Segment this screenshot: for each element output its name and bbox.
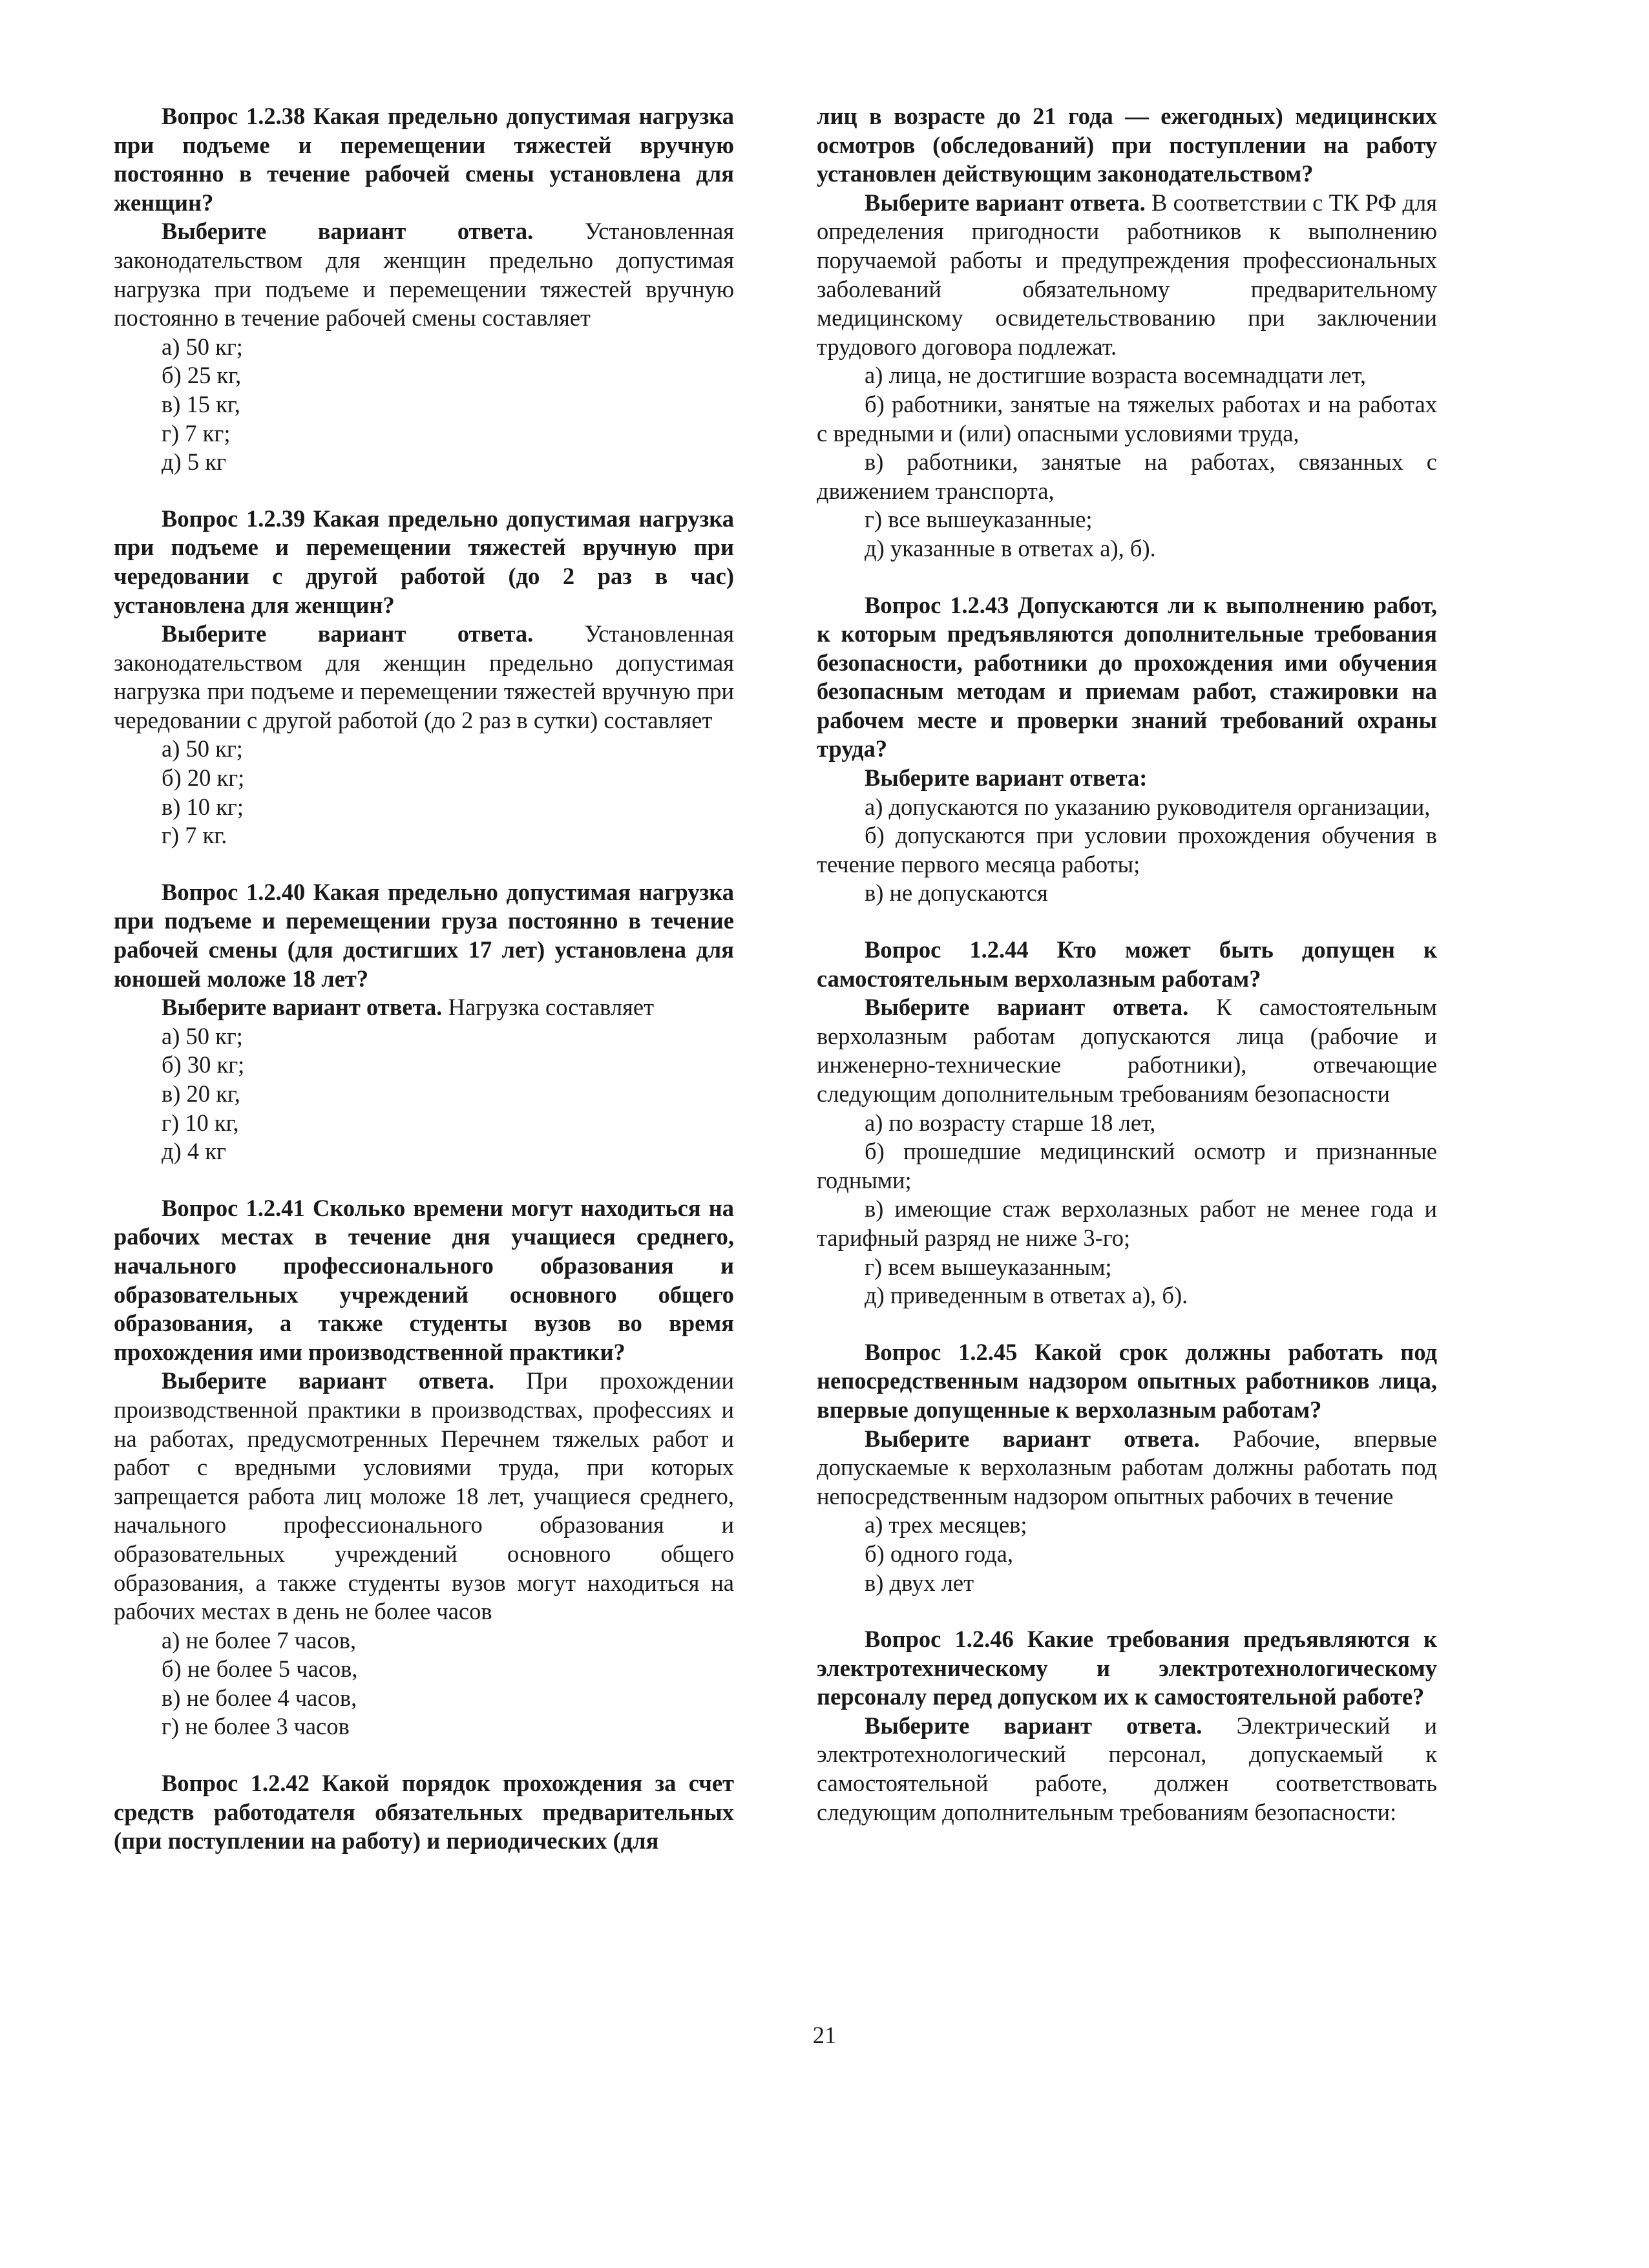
- answer-lead: Выберите вариант ответа.: [865, 1425, 1200, 1452]
- answer-body: Электрический и электротехнологический персонал, допускаемый к самостоятельной работе, должен соответствовать следующим дополнительным требованиям безопасности:: [817, 1712, 1437, 1825]
- question-block: [817, 1625, 1437, 1827]
- left-column: [114, 102, 734, 1884]
- answer-option: а) лица, не достигшие возраста восемнадцати лет,: [865, 362, 1366, 389]
- answer-option: а) 50 кг;: [162, 735, 243, 762]
- page-number: 21: [812, 2022, 837, 2048]
- answer-option: б) 30 кг;: [162, 1051, 245, 1078]
- question-text: Вопрос 1.2.42 Какой порядок прохождения за счет средств работодателя обязательных предварительных (при поступлении на работу) и периодических (для: [114, 1770, 734, 1854]
- answer-lead: Выберите вариант ответа.: [865, 994, 1189, 1021]
- answer-body: Нагрузка составляет: [448, 994, 655, 1021]
- answer-body: Установленная законодательством для женщин предельно допустимая нагрузка при подъеме и перемещении тяжестей вручную постоянно в течение рабочей смены составляет: [114, 218, 734, 331]
- answer-option: г) 7 кг.: [162, 822, 227, 849]
- answer-option: б) работники, занятые на тяжелых работах и на работах с вредными и (или) опасными условиями труда,: [817, 390, 1437, 446]
- answer-body: Рабочие, впервые допускаемые к верхолазным работам должны работать под непосредственным надзором опытных рабочих в течение: [817, 1425, 1437, 1509]
- answer-option: в) 10 кг;: [162, 793, 244, 820]
- answer-option: д) приведенным в ответах а), б).: [865, 1282, 1188, 1309]
- answer-lead: Выберите вариант ответа.: [865, 1712, 1203, 1739]
- answer-option: б) прошедшие медицинский осмотр и признанные годными;: [817, 1138, 1437, 1193]
- question-block: [817, 102, 1437, 563]
- answer-text: [114, 620, 734, 735]
- answer-body: К самостоятельным верхолазным работам допускаются лица (рабочие и инженерно-технические работники), отвечающие следующим дополнительным требованиям безопасности: [817, 994, 1437, 1107]
- answer-lead: Выберите вариант ответа:: [865, 764, 1148, 792]
- answer-text: [114, 993, 734, 1022]
- answer-option: б) не более 5 часов,: [162, 1655, 358, 1683]
- answer-text: [817, 1425, 1437, 1511]
- question-text: Вопрос 1.2.38 Какая предельно допустимая нагрузка при подъеме и перемещении тяжестей вручную постоянно в течение рабочей смены установлена для женщин?: [114, 103, 734, 216]
- answer-option: д) указанные в ответах а), б).: [865, 534, 1156, 562]
- answer-option: а) допускаются по указанию руководителя организации,: [865, 793, 1431, 820]
- question-text: Вопрос 1.2.39 Какая предельно допустимая нагрузка при подъеме и перемещении тяжестей вручную при чередовании с другой работой (до 2 раз в час) установлена для женщин?: [114, 505, 734, 618]
- question-text: Вопрос 1.2.44 Кто может быть допущен к самостоятельным верхолазным работам?: [817, 936, 1437, 992]
- answer-option: г) 10 кг,: [162, 1109, 239, 1136]
- question-text: Вопрос 1.2.46 Какие требования предъявляются к электротехническому и электротехнологическому персоналу перед допуском их к самостоятельной работе?: [817, 1626, 1437, 1710]
- answer-option: г) все вышеуказанные;: [865, 506, 1093, 533]
- answer-text: [114, 217, 734, 332]
- question-block: [114, 102, 734, 477]
- answer-option: б) одного года,: [865, 1540, 1013, 1567]
- answer-lead: Выберите вариант ответа.: [162, 1367, 495, 1394]
- answer-option: в) не допускаются: [865, 879, 1048, 907]
- answer-option: в) 20 кг,: [162, 1080, 240, 1107]
- question-block: [817, 1338, 1437, 1597]
- answer-option: в) не более 4 часов,: [162, 1684, 357, 1711]
- answer-option: б) 20 кг;: [162, 764, 245, 792]
- answer-text: [817, 993, 1437, 1108]
- answer-option: б) 25 кг,: [162, 362, 242, 389]
- answer-option: а) не более 7 часов,: [162, 1626, 357, 1654]
- question-block: [114, 878, 734, 1166]
- answer-text: [817, 189, 1437, 362]
- answer-text: [817, 764, 1437, 793]
- answer-option: в) 15 кг,: [162, 390, 240, 417]
- answer-option: а) 50 кг;: [162, 1022, 243, 1049]
- answer-option: в) двух лет: [865, 1569, 974, 1596]
- question-block: [817, 591, 1437, 908]
- question-block: [114, 505, 734, 850]
- answer-lead: Выберите вариант ответа.: [162, 218, 534, 245]
- answer-option: б) допускаются при условии прохождения обучения в течение первого месяца работы;: [817, 822, 1437, 877]
- answer-option: в) работники, занятые на работах, связанных с движением транспорта,: [817, 448, 1437, 504]
- right-column: [817, 102, 1437, 1854]
- question-text: Вопрос 1.2.40 Какая предельно допустимая нагрузка при подъеме и перемещении груза постоянно в течение рабочей смены (для достигших 17 лет) установлена для юношей моложе 18 лет?: [114, 878, 734, 992]
- answer-lead: Выберите вариант ответа.: [865, 189, 1146, 216]
- answer-option: д) 4 кг: [162, 1138, 226, 1165]
- question-block: [114, 1194, 734, 1741]
- answer-body: В соответствии с ТК РФ для определения пригодности работников к выполнению поручаемой работы и предупреждения профессиональных заболеваний обязательному предварительному медицинскому освидетельствованию при заключении трудового договора подлежат.: [817, 189, 1437, 360]
- answer-option: а) 50 кг;: [162, 333, 243, 360]
- question-text: Вопрос 1.2.43 Допускаются ли к выполнению работ, к которым предъявляются дополнительные требования безопасности, работники до прохождения ими обучения безопасным методам и приемам работ, стажировки на рабочем месте и проверки знаний требований охраны труда?: [817, 591, 1437, 762]
- answer-option: д) 5 кг: [162, 448, 226, 476]
- question-text-continued: лиц в возрасте до 21 года — ежегодных) медицинских осмотров (обследований) при поступлении на работу установлен действующим законодательством?: [817, 103, 1437, 187]
- question-block: [817, 936, 1437, 1310]
- answer-option: в) имеющие стаж верхолазных работ не менее года и тарифный разряд не ниже 3-го;: [817, 1195, 1437, 1251]
- answer-text: [817, 1712, 1437, 1827]
- answer-option: а) по возрасту старше 18 лет,: [865, 1109, 1156, 1136]
- answer-lead: Выберите вариант ответа.: [162, 994, 443, 1021]
- question-block: [114, 1769, 734, 1856]
- answer-text: [114, 1367, 734, 1626]
- answer-body: Установленная законодательством для женщин предельно допустимая нагрузка при подъеме и перемещении тяжестей вручную при чередовании с другой работой (до 2 раз в сутки) составляет: [114, 620, 734, 733]
- answer-option: а) трех месяцев;: [865, 1511, 1027, 1538]
- question-text: Вопрос 1.2.45 Какой срок должны работать под непосредственным надзором опытных работников лица, впервые допущенные к верхолазным работам?: [817, 1338, 1437, 1423]
- answer-option: г) всем вышеуказанным;: [865, 1253, 1112, 1280]
- answer-lead: Выберите вариант ответа.: [162, 620, 534, 647]
- answer-option: г) не более 3 часов: [162, 1713, 350, 1740]
- question-text: Вопрос 1.2.41 Сколько времени могут находиться на рабочих местах в течение дня учащиеся среднего, начального профессионального образования и образовательных учреждений основного общего образования, а также студенты вузов во время прохождения ими производственной практики?: [114, 1194, 734, 1365]
- answer-body: При прохождении производственной практики в производствах, профессиях и на работах, предусмотренных Перечнем тяжелых работ и работ с вредными условиями труда, при которых запрещается работа лиц моложе 18 лет, учащиеся среднего, начального профессионального образования и образовательных учреждений основного общего образования, а также студенты вузов могут находиться на рабочих местах в день не более часов: [114, 1367, 734, 1625]
- answer-option: г) 7 кг;: [162, 419, 231, 446]
